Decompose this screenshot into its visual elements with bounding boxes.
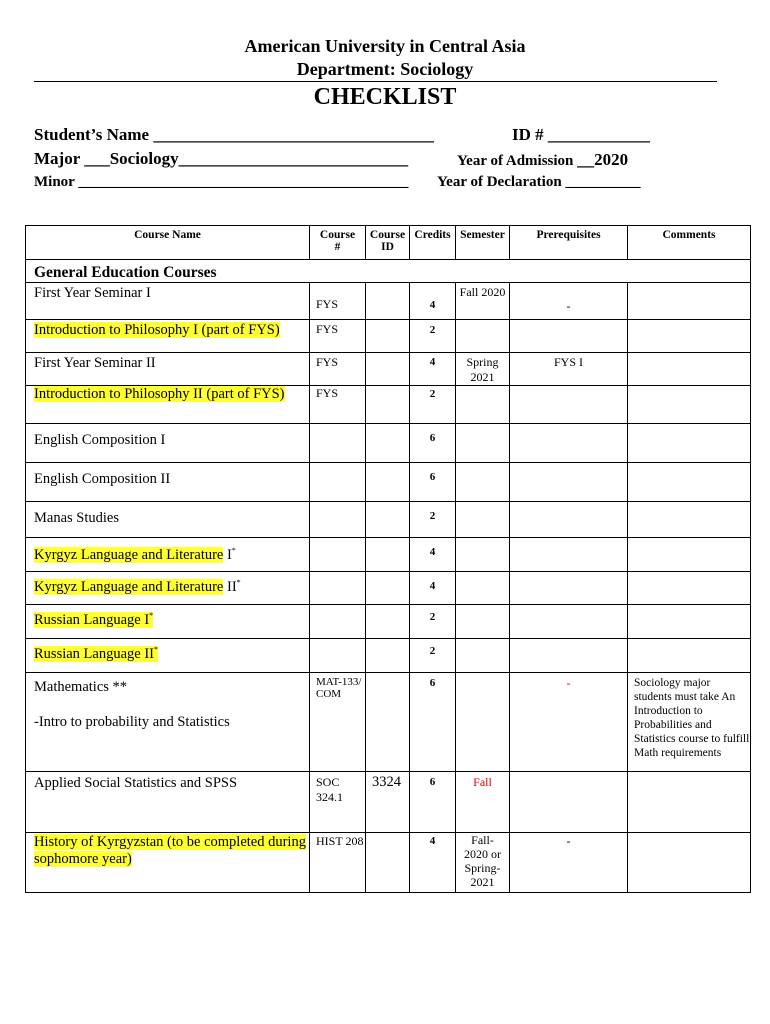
comments[interactable] [628, 605, 751, 639]
course-name: English Composition II [26, 463, 310, 502]
header-course-id: Course ID [366, 226, 410, 260]
table-row [26, 605, 751, 639]
id-row [512, 125, 650, 145]
minor-label: Minor [34, 174, 75, 190]
course-name-text: Introduction to Philosophy I (part of FYS) [34, 322, 280, 338]
semester[interactable] [456, 538, 510, 572]
header-rule [34, 81, 717, 82]
course-name-text: Kyrgyz Language and Literature [34, 578, 224, 595]
footnote-marker: * [231, 546, 236, 555]
section-title: General Education Courses [26, 260, 751, 283]
comments[interactable] [628, 639, 751, 673]
section-row [26, 260, 751, 283]
semester[interactable]: Spring 2021 [456, 353, 510, 386]
course-number[interactable] [310, 572, 366, 605]
course-name-text: Russian Language II* [34, 645, 158, 662]
course-name-text: Introduction to Philosophy II (part of FYS) [34, 386, 285, 402]
table-row [26, 502, 751, 538]
prerequisites [510, 639, 628, 673]
year-admission-label: Year of Admission [457, 153, 574, 169]
footnote-marker: * [149, 611, 154, 620]
header-semester: Semester [456, 226, 510, 260]
comments[interactable]: Sociology major students must take An Introduction to Probabilities and Statistics course to fulfill Math requirements [628, 673, 751, 772]
major-label: Major [34, 149, 80, 168]
header-course-name: Course Name [26, 226, 310, 260]
prerequisites [510, 320, 628, 353]
course-name [26, 605, 310, 639]
table-header-row [26, 226, 751, 260]
prerequisites [510, 463, 628, 502]
prerequisites [510, 386, 628, 424]
prerequisites [510, 502, 628, 538]
course-level: II [226, 578, 237, 595]
course-number[interactable] [310, 538, 366, 572]
course-id[interactable] [366, 605, 410, 639]
table-row [26, 772, 751, 833]
course-name: First Year Seminar I [26, 283, 310, 320]
table-row [26, 353, 751, 386]
minor-row [34, 174, 408, 191]
prerequisites [510, 538, 628, 572]
credits: 4 [410, 283, 456, 320]
course-name-text: Russian Language I* [34, 611, 154, 628]
semester[interactable] [456, 502, 510, 538]
comments[interactable] [628, 502, 751, 538]
comments[interactable] [628, 353, 751, 386]
header-comments: Comments [628, 226, 751, 260]
course-number[interactable] [310, 605, 366, 639]
credits: 6 [410, 772, 456, 833]
course-number[interactable] [310, 463, 366, 502]
id-label: ID # [512, 125, 544, 144]
semester[interactable] [456, 673, 510, 772]
comments[interactable] [628, 538, 751, 572]
prerequisites [510, 572, 628, 605]
table-row [26, 833, 751, 893]
year-declaration-label: Year of Declaration [437, 174, 562, 190]
comments[interactable] [628, 463, 751, 502]
course-number[interactable] [310, 424, 366, 463]
student-name-row [34, 125, 434, 145]
department-title: Department: Sociology [296, 59, 474, 79]
course-name-text: Kyrgyz Language and Literature [34, 546, 224, 563]
credits: 4 [410, 833, 456, 893]
course-id[interactable]: 3324 [366, 772, 410, 833]
prerequisites [510, 605, 628, 639]
prerequisites: - [510, 833, 628, 893]
credits: 4 [410, 353, 456, 386]
footnote-marker: * [236, 578, 241, 587]
course-id[interactable] [366, 386, 410, 424]
year-declaration-row [437, 174, 640, 191]
university-title: American University in Central Asia [244, 36, 526, 56]
course-number[interactable]: FYS [310, 386, 366, 424]
credits: 2 [410, 605, 456, 639]
semester[interactable]: Fall [456, 772, 510, 833]
credits: 4 [410, 538, 456, 572]
major-row [34, 149, 408, 169]
credits: 6 [410, 673, 456, 772]
course-number[interactable]: SOC 324.1 [310, 772, 366, 833]
semester[interactable] [456, 463, 510, 502]
course-name-text: History of Kyrgyzstan (to be completed during sophomore year) [34, 834, 306, 867]
header-course-number: Course # [310, 226, 366, 260]
semester[interactable] [456, 572, 510, 605]
credits: 2 [410, 386, 456, 424]
course-id[interactable] [366, 502, 410, 538]
major-value[interactable]: ___Sociology___________________________ [84, 149, 409, 168]
table-row [26, 572, 751, 605]
table-row [26, 386, 751, 424]
header-credits: Credits [410, 226, 456, 260]
comments[interactable] [628, 572, 751, 605]
credits: 6 [410, 424, 456, 463]
year-declaration-line[interactable]: __________ [565, 174, 641, 190]
table-row [26, 283, 751, 320]
course-name [26, 320, 310, 353]
table-row [26, 463, 751, 502]
comments[interactable] [628, 772, 751, 833]
student-name-line[interactable]: _________________________________ [153, 125, 434, 144]
course-number[interactable]: FYS [310, 283, 366, 320]
course-id[interactable] [366, 673, 410, 772]
course-id[interactable] [366, 424, 410, 463]
course-id[interactable] [366, 833, 410, 893]
comments[interactable] [628, 424, 751, 463]
course-id[interactable] [366, 353, 410, 386]
semester[interactable] [456, 424, 510, 463]
course-name [26, 538, 310, 572]
header-prerequisites: Prerequisites [510, 226, 628, 260]
year-admission-value[interactable]: __2020 [577, 150, 629, 169]
credits: 4 [410, 572, 456, 605]
credits: 6 [410, 463, 456, 502]
course-number[interactable] [310, 502, 366, 538]
minor-line[interactable]: ____________________________________________ [78, 174, 409, 190]
prerequisites [510, 424, 628, 463]
table-row [26, 639, 751, 673]
course-number[interactable]: FYS [310, 353, 366, 386]
prerequisites: - [510, 283, 628, 320]
course-number[interactable]: HIST 208 [310, 833, 366, 893]
course-number[interactable]: MAT-133/ COM [310, 673, 366, 772]
course-id[interactable] [366, 320, 410, 353]
credits: 2 [410, 502, 456, 538]
id-line[interactable]: ____________ [547, 125, 650, 144]
course-id[interactable] [366, 538, 410, 572]
semester[interactable] [456, 386, 510, 424]
comments[interactable] [628, 386, 751, 424]
course-name: First Year Seminar II [26, 353, 310, 386]
course-name [26, 639, 310, 673]
course-id[interactable] [366, 283, 410, 320]
student-name-label: Student’s Name [34, 125, 150, 144]
semester[interactable] [456, 605, 510, 639]
semester[interactable] [456, 639, 510, 673]
checklist-title: CHECKLIST [313, 84, 457, 110]
prerequisites: - [510, 673, 628, 772]
course-name [26, 386, 310, 424]
course-id[interactable] [366, 572, 410, 605]
semester[interactable]: Fall 2020 [456, 283, 510, 320]
course-number[interactable] [310, 639, 366, 673]
prerequisites [510, 772, 628, 833]
credits: 2 [410, 320, 456, 353]
year-admission-row [457, 150, 628, 170]
credits: 2 [410, 639, 456, 673]
table-row [26, 424, 751, 463]
course-subtitle: -Intro to probability and Statistics [34, 714, 230, 730]
course-id[interactable] [366, 463, 410, 502]
semester[interactable] [456, 320, 510, 353]
course-number[interactable]: FYS [310, 320, 366, 353]
course-level: I [226, 546, 232, 563]
course-name: English Composition I [26, 424, 310, 463]
course-id[interactable] [366, 639, 410, 673]
table-row [26, 320, 751, 353]
table-row [26, 538, 751, 572]
comments[interactable] [628, 833, 751, 893]
table-row [26, 673, 751, 772]
footnote-marker: * [154, 645, 158, 654]
course-name-text: Mathematics ** [34, 679, 128, 695]
semester[interactable]: Fall-2020 or Spring-2021 [456, 833, 510, 893]
course-name: Applied Social Statistics and SPSS [26, 772, 310, 833]
course-name [26, 833, 310, 893]
course-name: Manas Studies [26, 502, 310, 538]
comments[interactable] [628, 283, 751, 320]
course-name [26, 572, 310, 605]
course-checklist-table [25, 225, 751, 893]
prerequisites: FYS I [510, 353, 628, 386]
comments[interactable] [628, 320, 751, 353]
course-name [26, 673, 310, 772]
